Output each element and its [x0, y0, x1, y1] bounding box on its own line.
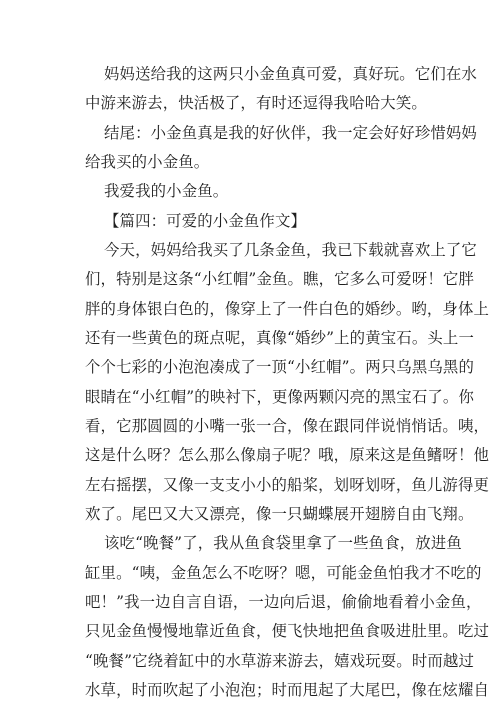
text-line: 还有一些黄色的斑点呢，真像“婚纱”上的黄宝石。头上一: [85, 329, 475, 347]
text-line: 这是什么呀？怎么那么像扇子呢？哦，原来这是鱼鳍呀！他: [85, 446, 490, 464]
text-line: 个个七彩的小泡泡凑成了一顶“小红帽”。两只乌黑乌黑的: [85, 358, 475, 376]
text-line: 我爱我的小金鱼。: [104, 182, 229, 200]
text-line: “晚餐”它绕着缸中的水草游来游去，嬉戏玩耍。时而越过: [85, 652, 475, 670]
text-line: 结尾：小金鱼真是我的好伙伴，我一定会好好珍惜妈妈: [104, 124, 477, 142]
text-line: 左右摇摆，又像一支支小小的船桨，划呀划呀，鱼儿游得更: [85, 476, 490, 494]
text-line: 给我买的小金鱼。: [85, 153, 210, 171]
text-line: 眼睛在“小红帽”的映衬下，更像两颗闪亮的黑宝石了。你: [85, 388, 475, 406]
text-line: 们，特别是这条“小红帽”金鱼。瞧，它多么可爱呀！它胖: [85, 270, 475, 288]
text-line: 吧！”我一边自言自语，一边向后退，偷偷地看着小金鱼，: [85, 593, 482, 611]
text-line: 欢了。尾巴又大又漂亮，像一只蝴蝶展开翅膀自由飞翔。: [85, 505, 474, 523]
text-line: 缸里。“咦，金鱼怎么不吃呀？嗯，可能金鱼怕我才不吃的: [85, 564, 482, 582]
text-line: 中游来游去，快活极了，有时还逗得我哈哈大笑。: [85, 94, 427, 112]
text-line: 今天，妈妈给我买了几条金鱼，我已下载就喜欢上了它: [104, 241, 477, 259]
text-line: 看，它那圆圆的小嘴一张一合，像在跟同伴说悄悄话。咦，: [85, 417, 490, 435]
section-heading: 【篇四：可爱的小金鱼作文】: [104, 212, 307, 230]
text-line: 妈妈送给我的这两只小金鱼真可爱，真好玩。它们在水: [104, 65, 477, 83]
text-line: 只见金鱼慢慢地靠近鱼食，便飞快地把鱼食吸进肚里。吃过: [85, 622, 490, 640]
text-line: 水草，时而吹起了小泡泡；时而甩起了大尾巴，像在炫耀自: [85, 681, 490, 699]
text-line: 该吃“晚餐”了，我从鱼食袋里拿了一些鱼食，放进鱼: [104, 534, 462, 552]
text-line: 胖的身体银白色的，像穿上了一件白色的婚纱。哟，身体上: [85, 300, 490, 318]
